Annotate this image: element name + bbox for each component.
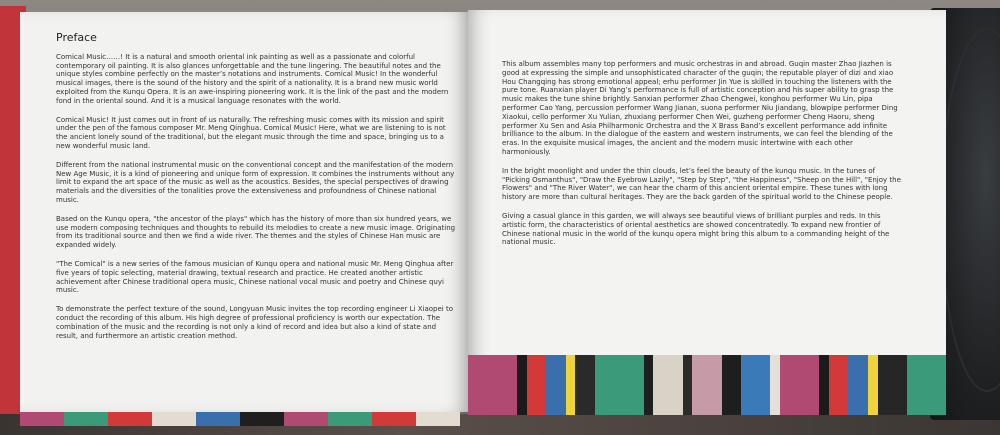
stripe [907,355,946,415]
stripe [653,355,682,415]
stripe [878,355,907,415]
stripe [868,355,878,415]
cover-stripe [372,412,416,426]
cover-stripe [284,412,328,426]
stripe [527,355,547,415]
stripe [566,355,576,415]
stripe [692,355,721,415]
preface-paragraph: Comical Music……! It is a natural and smooth oriental ink painting as well as a passionate and colorful contemporary oil painting. It is also glances unforgettable and the tune lingering. The beautiful notes and the unique styles combine perfectly on the master’s notations and instruments. Comical Music! In the wonderful musical images, there is the sound of the history and the spirit of a nationality. It is a brand new music world exploited from the Kunqu Opera. It is an awe-inspiring pioneering work. It is the link of the past and the modern fond in the oriental sound. And it is a musical language resonates with the world. [56,52,449,105]
cover-stripe [64,412,108,426]
album-paragraph: Giving a casual glance in this garden, we will always see beautiful views of brilliant purples and reds. In this artistic form, the characteristics of oriental aesthetics are showed concentratedly. To expand new frontier of Chinese national music in the world of the kunqu opera might bring this album to a commanding height of the national music. [502,211,890,247]
stripe [780,355,819,415]
right-page [468,10,946,415]
stripe [683,355,693,415]
preface-paragraph: Comical Music! It just comes out in front of us naturally. The refreshing music comes with its mission and spirit under the pen of the famous composer Mr. Meng Qinghua. Comical Music! Here, what we are listening to is not the ancient lonely sound of the traditional, but the elegant music through the time and space, bringing us to a new wonderful music land. [56,115,446,150]
cover-stripe-edge [20,412,460,426]
stripe [722,355,742,415]
stripe [848,355,868,415]
left-page [20,12,468,412]
cover-stripe [152,412,196,426]
preface-paragraph: To demonstrate the perfect texture of the sound, Longyuan Music invites the top recording engineer Li Xiaopei to conduct the recording of this album. His high degree of professional proficiency is worth our expectation. The combination of the music and the recording is not only a kind of record and idea but also a kind of state and result, and furthermore an artistic creation method. [56,305,453,340]
stripe [770,355,780,415]
stripe [468,355,517,415]
preface-paragraph: "The Comical" is a new series of the famous musician of Kunqu opera and national music Mr. Meng Qinghua after five years of topic selecting, material drawing, textual research and practice. He created another artistic achievement after Chinese traditional opera music, Chinese national vocal music and poetry and Chinese quyi music. [56,259,454,295]
cover-stripe [20,412,64,426]
stripe [741,355,770,415]
album-paragraph: This album assembles many top performers and music orchestras in and abroad. Guqin master Zhao Jiazhen is good at expressing the simple and unsophisticated character of the guqin; the reputable player of dizi and xiao Hou Changqing has strong emotional appeal; erhu performer Jin Yue is skilled in touching the listeners with the pure tone. Ruanxian player Di Yang’s performance is full of artistic conception and his super ability to grasp the music makes the tune shine brightly. Sanxian performer Zhao Chengwei, konghou performer Wu Lin, pipa performer Cao Yang, percussion performer Wang Jianan, suona performer Niu Jiandang, blowpipe performer Ding Xiaokui, cello performer Xu Yulian, zhuxiang performer Chen Wei, guzheng performer Cheng Haoru, sheng performer Xu Sen and Asia Philharmonic Orchestra and the X Brass Band’s excellent performance add infinite brilliance to the album. In the dialogue of the eastern and western instruments, we can feel the blending of the eras. In the exquisite musical images, the ancient and the modern music intertwine with each other harmoniously. [502,60,898,156]
left-page-text [56,31,456,350]
cover-stripe [108,412,152,426]
preface-paragraph: Different from the national instrumental music on the conventional concept and the manifestation of the modern New Age Music, it is a kind of pioneering and unique form of expression. It combines the instruments without any limit to expand the art space of the music as well as the acoustics. Besides, the special perspectives of drawing materials and the diversities of the tonalities prove the extensiveness and profoundness of Chinese national music. [56,160,455,204]
cover-stripe [416,412,460,426]
stripe [829,355,849,415]
preface-paragraph: Based on the Kunqu opera, "the ancestor of the plays" which has the history of more than six hundred years, we use modern composing techniques and thoughts to rebuild its melodies to create a new music image. Originating from its traditional source and then we find a wide river. The themes and the styles of Chinese Han music are expanded widely. [56,214,456,250]
cover-stripe [328,412,372,426]
stripe [517,355,527,415]
album-paragraph: In the bright moonlight and under the thin clouds, let’s feel the beauty of the kunqu music. In the tunes of "Picking Osmanthus", "Draw the Eyebrow Lazily", "Step by Step", "the Happiness", "Sheep on the Hill", "Enjoy the Flowers" and "The River Water", we can hear the charm of this ancient oriental empire. These tunes with long history are more than cultural heritages. They are the back garden of the spiritual world to the Chinese people. [502,166,901,202]
cover-stripe [196,412,240,426]
stripe [546,355,566,415]
stripe [575,355,595,415]
preface-heading: Preface [56,31,97,44]
stripe [595,355,644,415]
decorative-stripe-band [468,355,946,415]
cover-stripe [240,412,284,426]
stripe [644,355,654,415]
stripe [819,355,829,415]
right-page-text [502,60,902,257]
